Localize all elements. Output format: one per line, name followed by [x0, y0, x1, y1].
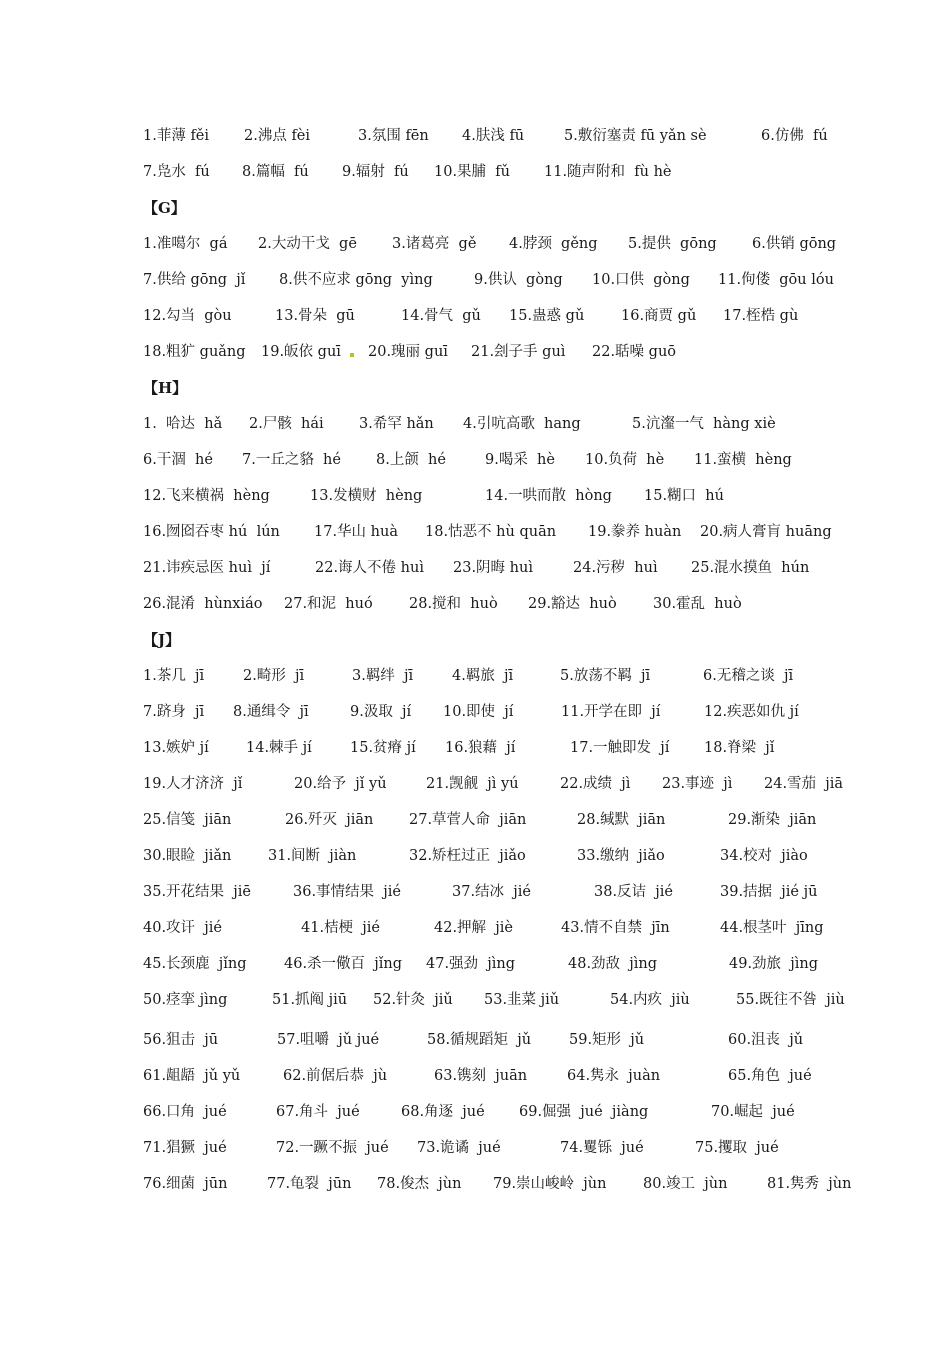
vocab-entry: 21.讳疾忌医 huì jí	[143, 560, 271, 576]
vocab-entry: 66.口角 jué	[143, 1104, 227, 1120]
vocab-entry: 1. 哈达 hǎ	[143, 416, 223, 432]
vocab-entry: 43.情不自禁 jīn	[561, 920, 670, 936]
vocab-entry: 5.沆瀣一气 hàng xiè	[632, 416, 776, 432]
entry-row	[143, 736, 923, 760]
stray-mark	[350, 353, 354, 357]
vocab-entry: 8.上颌 hé	[376, 452, 446, 468]
vocab-entry: 19.人才济济 jǐ	[143, 776, 243, 792]
vocab-entry: 2.大动干戈 gē	[258, 236, 357, 252]
entry-row	[143, 1064, 923, 1088]
entry-row	[143, 592, 923, 616]
vocab-entry: 17.一触即发 jí	[570, 740, 670, 756]
vocab-entry: 38.反诘 jié	[594, 884, 673, 900]
vocab-entry: 18.怙恶不 hù quān	[425, 524, 557, 540]
vocab-entry: 55.既往不咎 jiù	[736, 992, 845, 1008]
vocab-entry: 26.混淆 hùnxiáo	[143, 596, 263, 612]
vocab-entry: 18.脊梁 jǐ	[704, 740, 775, 756]
vocab-entry: 50.痉挛 jìng	[143, 992, 228, 1008]
vocab-entry: 75.攫取 jué	[695, 1140, 779, 1156]
vocab-entry: 67.角斗 jué	[276, 1104, 360, 1120]
vocab-entry: 12.勾当 gòu	[143, 308, 232, 324]
entry-row	[143, 268, 923, 292]
entry-row	[143, 1136, 923, 1160]
vocab-entry: 45.长颈鹿 jǐng	[143, 956, 247, 972]
entry-row	[143, 952, 923, 976]
entry-row	[143, 808, 923, 832]
vocab-entry: 14.棘手 jí	[246, 740, 312, 756]
vocab-entry: 22.成绩 jì	[560, 776, 631, 792]
vocab-entry: 3.希罕 hǎn	[359, 416, 434, 432]
vocab-entry: 11.佝偻 gōu lóu	[718, 272, 834, 288]
entry-row	[143, 916, 923, 940]
entry-row	[143, 880, 923, 904]
vocab-entry: 54.内疚 jiù	[610, 992, 690, 1008]
vocab-entry: 2.畸形 jī	[243, 668, 305, 684]
vocab-entry: 10.即使 jí	[443, 704, 514, 720]
vocab-entry: 76.细菌 jūn	[143, 1176, 228, 1192]
entry-row	[143, 232, 923, 256]
vocab-entry: 8.供不应求 gōng yìng	[279, 272, 433, 288]
vocab-entry: 65.角色 jué	[728, 1068, 812, 1084]
vocab-entry: 25.混水摸鱼 hún	[691, 560, 810, 576]
section-heading-j: 【J】	[143, 631, 181, 649]
vocab-entry: 34.校对 jiào	[720, 848, 808, 864]
vocab-entry: 29.渐染 jiān	[728, 812, 817, 828]
entry-row	[143, 1172, 923, 1196]
vocab-entry: 78.俊杰 jùn	[377, 1176, 462, 1192]
vocab-entry: 12.疾恶如仇 jí	[704, 704, 799, 720]
entry-row	[143, 412, 923, 436]
vocab-entry: 2.尸骸 hái	[249, 416, 324, 432]
vocab-entry: 77.龟裂 jūn	[267, 1176, 352, 1192]
vocab-entry: 4.羁旅 jī	[452, 668, 514, 684]
vocab-entry: 49.劲旅 jìng	[729, 956, 819, 972]
vocab-entry: 19.皈依 guī	[261, 344, 341, 360]
vocab-entry: 61.龃龉 jǔ yǔ	[143, 1068, 241, 1084]
vocab-entry: 10.口供 gòng	[592, 272, 690, 288]
entry-row	[143, 700, 923, 724]
vocab-entry: 17.华山 huà	[314, 524, 398, 540]
vocab-entry: 5.放荡不羁 jī	[560, 668, 651, 684]
entry-row	[143, 160, 923, 184]
vocab-entry: 7.跻身 jī	[143, 704, 205, 720]
vocab-entry: 21.刽子手 guì	[471, 344, 566, 360]
section-heading-g: 【G】	[143, 199, 186, 217]
vocab-entry: 79.崇山峻岭 jùn	[493, 1176, 607, 1192]
vocab-entry: 46.杀一儆百 jǐng	[284, 956, 403, 972]
section-heading-h: 【H】	[143, 379, 188, 397]
vocab-entry: 71.猖獗 jué	[143, 1140, 227, 1156]
vocab-entry: 22.聒噪 guō	[592, 344, 677, 360]
vocab-entry: 23.事迹 jì	[662, 776, 733, 792]
vocab-entry: 9.辐射 fú	[342, 164, 409, 180]
vocab-entry: 48.劲敌 jìng	[568, 956, 658, 972]
vocab-entry: 16.囫囵吞枣 hú lún	[143, 524, 280, 540]
vocab-entry: 4.肤浅 fū	[462, 128, 525, 144]
vocab-entry: 44.根茎叶 jīng	[720, 920, 824, 936]
vocab-entry: 12.飞来横祸 hèng	[143, 488, 270, 504]
vocab-entry: 41.桔梗 jié	[301, 920, 380, 936]
vocab-entry: 14.一哄而散 hòng	[485, 488, 612, 504]
vocab-entry: 8.通缉令 jī	[233, 704, 309, 720]
vocab-entry: 63.镌刻 juān	[434, 1068, 528, 1084]
vocab-entry: 15.贫瘠 jí	[350, 740, 416, 756]
entry-row	[143, 772, 923, 796]
vocab-entry: 16.商贾 gǔ	[621, 308, 697, 324]
vocab-entry: 14.骨气 gǔ	[401, 308, 481, 324]
vocab-entry: 11.蛮横 hèng	[694, 452, 792, 468]
vocab-entry: 22.诲人不倦 huì	[315, 560, 424, 576]
vocab-entry: 5.敷衍塞责 fū yǎn sè	[564, 128, 707, 144]
vocab-entry: 62.前倨后恭 jù	[283, 1068, 388, 1084]
vocab-entry: 1.茶几 jī	[143, 668, 205, 684]
vocab-entry: 69.倔强 jué jiàng	[519, 1104, 649, 1120]
vocab-entry: 7.供给 gōng jǐ	[143, 272, 246, 288]
vocab-entry: 20.给予 jǐ yǔ	[294, 776, 387, 792]
vocab-entry: 2.沸点 fèi	[244, 128, 311, 144]
vocab-entry: 39.拮据 jié jū	[720, 884, 818, 900]
entry-row	[143, 124, 923, 148]
vocab-entry: 16.狼藉 jí	[445, 740, 516, 756]
vocab-entry: 42.押解 jiè	[434, 920, 513, 936]
vocab-entry: 7.凫水 fú	[143, 164, 210, 180]
vocab-entry: 59.矩形 jǔ	[569, 1032, 645, 1048]
vocab-entry: 80.竣工 jùn	[643, 1176, 728, 1192]
vocab-entry: 13.骨朵 gū	[275, 308, 355, 324]
vocab-entry: 70.崛起 jué	[711, 1104, 795, 1120]
vocab-entry: 28.搅和 huò	[409, 596, 498, 612]
vocab-entry: 60.沮丧 jǔ	[728, 1032, 804, 1048]
entry-row	[143, 556, 923, 580]
vocab-entry: 11.随声附和 fù hè	[544, 164, 672, 180]
vocab-entry: 53.韭菜 jiǔ	[484, 992, 560, 1008]
vocab-entry: 58.循规蹈矩 jǔ	[427, 1032, 532, 1048]
vocab-entry: 32.矫枉过正 jiǎo	[409, 848, 526, 864]
vocab-entry: 6.干涸 hé	[143, 452, 213, 468]
vocab-entry: 1.菲薄 fěi	[143, 128, 210, 144]
vocab-entry: 8.篇幅 fú	[242, 164, 309, 180]
vocab-entry: 57.咀嚼 jǔ jué	[277, 1032, 380, 1048]
entry-row	[143, 484, 923, 508]
vocab-entry: 30.眼睑 jiǎn	[143, 848, 232, 864]
vocab-entry: 28.缄默 jiān	[577, 812, 666, 828]
vocab-entry: 3.诸葛亮 gě	[392, 236, 477, 252]
vocab-entry: 56.狙击 jū	[143, 1032, 219, 1048]
vocab-entry: 20.瑰丽 guī	[368, 344, 448, 360]
vocab-entry: 24.污秽 huì	[573, 560, 658, 576]
entry-row	[143, 664, 923, 688]
entry-row	[143, 988, 923, 1012]
entry-row	[143, 1028, 923, 1052]
entry-row	[143, 844, 923, 868]
vocab-entry: 24.雪茄 jiā	[764, 776, 844, 792]
vocab-entry: 3.羁绊 jī	[352, 668, 414, 684]
vocab-entry: 27.和泥 huó	[284, 596, 373, 612]
vocab-entry: 4.引吭高歌 hang	[463, 416, 581, 432]
vocab-entry: 27.草菅人命 jiān	[409, 812, 527, 828]
vocab-entry: 15.蛊惑 gǔ	[509, 308, 585, 324]
vocab-entry: 3.氛围 fēn	[358, 128, 429, 144]
vocab-entry: 33.缴纳 jiǎo	[577, 848, 665, 864]
vocab-entry: 21.觊觎 jì yú	[426, 776, 519, 792]
vocab-entry: 64.隽永 juàn	[567, 1068, 661, 1084]
entry-row	[143, 448, 923, 472]
vocab-entry: 17.桎梏 gù	[723, 308, 799, 324]
vocab-entry: 10.果脯 fǔ	[434, 164, 510, 180]
vocab-entry: 5.提供 gōng	[628, 236, 717, 252]
vocab-entry: 1.准噶尔 gá	[143, 236, 228, 252]
vocab-entry: 51.抓阄 jiū	[272, 992, 348, 1008]
vocab-entry: 35.开花结果 jiē	[143, 884, 251, 900]
vocab-entry: 18.粗犷 guǎng	[143, 344, 246, 360]
vocab-entry: 10.负荷 hè	[585, 452, 665, 468]
entry-row	[143, 1100, 923, 1124]
vocab-entry: 23.阴晦 huì	[453, 560, 533, 576]
vocab-entry: 13.发横财 hèng	[310, 488, 423, 504]
vocab-entry: 29.豁达 huò	[528, 596, 617, 612]
entry-row	[143, 340, 923, 364]
vocab-entry: 6.供销 gōng	[752, 236, 837, 252]
vocab-entry: 4.脖颈 gěng	[509, 236, 598, 252]
vocab-entry: 9.供认 gòng	[474, 272, 563, 288]
vocab-entry: 13.嫉妒 jí	[143, 740, 209, 756]
vocab-entry: 47.强劲 jìng	[426, 956, 516, 972]
vocab-entry: 52.针灸 jiǔ	[373, 992, 453, 1008]
vocab-entry: 37.结冰 jié	[452, 884, 531, 900]
vocab-entry: 20.病人膏肓 huāng	[700, 524, 832, 540]
vocab-entry: 19.豢养 huàn	[588, 524, 682, 540]
vocab-entry: 31.间断 jiàn	[268, 848, 357, 864]
entry-row	[143, 520, 923, 544]
vocab-entry: 74.矍铄 jué	[560, 1140, 644, 1156]
vocab-entry: 6.仿佛 fú	[761, 128, 828, 144]
vocab-entry: 30.霍乱 huò	[653, 596, 742, 612]
vocab-entry: 25.信笺 jiān	[143, 812, 232, 828]
vocab-entry: 68.角逐 jué	[401, 1104, 485, 1120]
vocab-entry: 26.歼灭 jiān	[285, 812, 374, 828]
vocab-entry: 40.攻讦 jié	[143, 920, 222, 936]
entry-row	[143, 304, 923, 328]
vocab-entry: 81.隽秀 jùn	[767, 1176, 852, 1192]
vocab-entry: 72.一蹶不振 jué	[276, 1140, 389, 1156]
vocab-entry: 9.汲取 jí	[350, 704, 412, 720]
vocab-entry: 6.无稽之谈 jī	[703, 668, 794, 684]
vocab-entry: 9.喝采 hè	[485, 452, 555, 468]
vocab-entry: 15.糊口 hú	[644, 488, 724, 504]
vocab-entry: 7.一丘之貉 hé	[242, 452, 341, 468]
vocab-entry: 73.诡谲 jué	[417, 1140, 501, 1156]
vocab-entry: 11.开学在即 jí	[561, 704, 661, 720]
vocab-entry: 36.事情结果 jié	[293, 884, 401, 900]
